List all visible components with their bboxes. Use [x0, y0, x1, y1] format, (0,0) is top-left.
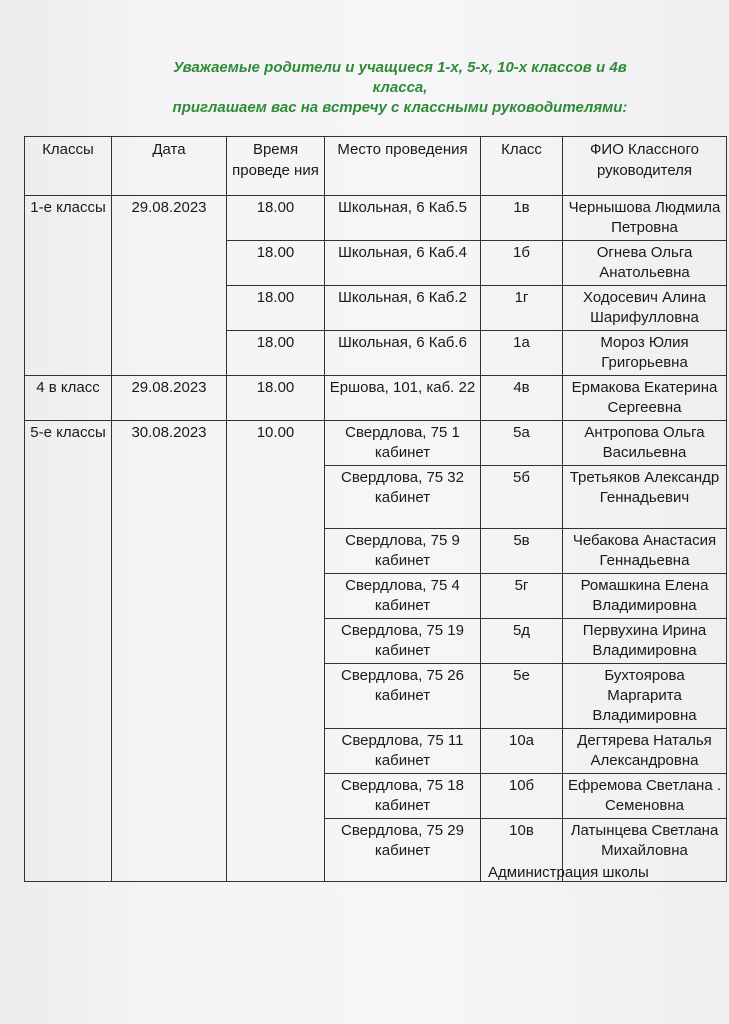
teacher-cell: Ходосевич Алина Шарифулловна: [563, 286, 727, 331]
class-cell: 10в: [481, 819, 563, 882]
place-cell: Свердлова, 75 1 кабинет: [325, 421, 481, 466]
meeting-schedule-table: [24, 136, 727, 882]
teacher-cell: Ромашкина Елена Владимировна: [563, 574, 727, 619]
heading-line-1: Уважаемые родители и учащиеся 1-х, 5-х, 10-х классов и 4в: [173, 59, 627, 76]
class-cell: 10б: [481, 774, 563, 819]
time-cell: 18.00: [227, 376, 325, 421]
group-classes-cell: 4 в класс: [25, 376, 112, 421]
class-cell: 10а: [481, 729, 563, 774]
header-classes: Классы: [25, 137, 112, 196]
group-classes-cell: 5-е классы: [25, 421, 112, 882]
teacher-cell: Огнева Ольга Анатольевна: [563, 241, 727, 286]
place-cell: Школьная, 6 Каб.2: [325, 286, 481, 331]
invitation-heading: [100, 58, 700, 118]
place-cell: Свердлова, 75 4 кабинет: [325, 574, 481, 619]
time-cell: 10.00: [227, 421, 325, 882]
heading-line-3: приглашаем вас на встречу с классными руководителями:: [172, 99, 628, 116]
class-cell: 5а: [481, 421, 563, 466]
class-cell: 1г: [481, 286, 563, 331]
time-cell: 18.00: [227, 196, 325, 241]
place-cell: Школьная, 6 Каб.4: [325, 241, 481, 286]
teacher-cell: Чебакова Анастасия Геннадьевна: [563, 529, 727, 574]
class-cell: 5г: [481, 574, 563, 619]
teacher-cell: Антропова Ольга Васильевна: [563, 421, 727, 466]
time-cell: 18.00: [227, 331, 325, 376]
header-teacher: ФИО Классного руководителя: [563, 137, 727, 196]
teacher-cell: Чернышова Людмила Петровна: [563, 196, 727, 241]
teacher-cell: Латынцева Светлана Михайловна: [563, 819, 727, 882]
class-cell: 1а: [481, 331, 563, 376]
teacher-cell: Дегтярева Наталья Александровна: [563, 729, 727, 774]
header-place: Место проведения: [325, 137, 481, 196]
group-classes-cell: 1-е классы: [25, 196, 112, 376]
place-cell: Школьная, 6 Каб.6: [325, 331, 481, 376]
header-date: Дата: [112, 137, 227, 196]
place-cell: Школьная, 6 Каб.5: [325, 196, 481, 241]
place-cell: Ершова, 101, каб. 22: [325, 376, 481, 421]
group-date-cell: 30.08.2023: [112, 421, 227, 882]
time-cell: 18.00: [227, 241, 325, 286]
teacher-cell: Ефремова Светлана . Семеновна: [563, 774, 727, 819]
place-cell: Свердлова, 75 32 кабинет: [325, 466, 481, 529]
class-cell: 5в: [481, 529, 563, 574]
heading-line-2: класса,: [372, 79, 428, 96]
teacher-cell: Мороз Юлия Григорьевна: [563, 331, 727, 376]
place-cell: Свердлова, 75 11 кабинет: [325, 729, 481, 774]
teacher-cell: Ермакова Екатерина Сергеевна: [563, 376, 727, 421]
header-class: Класс: [481, 137, 563, 196]
teacher-cell: Первухина Ирина Владимировна: [563, 619, 727, 664]
class-cell: 5б: [481, 466, 563, 529]
place-cell: Свердлова, 75 19 кабинет: [325, 619, 481, 664]
table-row: [25, 376, 727, 421]
class-cell: 5е: [481, 664, 563, 729]
header-time: Время проведе ния: [227, 137, 325, 196]
class-cell: 1б: [481, 241, 563, 286]
place-cell: Свердлова, 75 18 кабинет: [325, 774, 481, 819]
table-row: [25, 421, 727, 466]
class-cell: 1в: [481, 196, 563, 241]
table-header-row: [25, 137, 727, 196]
signature-administration: Администрация школы: [488, 864, 649, 881]
group-date-cell: 29.08.2023: [112, 196, 227, 376]
table-row: [25, 196, 727, 241]
class-cell: 5д: [481, 619, 563, 664]
place-cell: Свердлова, 75 29 кабинет: [325, 819, 481, 882]
place-cell: Свердлова, 75 9 кабинет: [325, 529, 481, 574]
teacher-cell: Бухтоярова Маргарита Владимировна: [563, 664, 727, 729]
time-cell: 18.00: [227, 286, 325, 331]
place-cell: Свердлова, 75 26 кабинет: [325, 664, 481, 729]
group-date-cell: 29.08.2023: [112, 376, 227, 421]
class-cell: 4в: [481, 376, 563, 421]
teacher-cell: Третьяков Александр Геннадьевич: [563, 466, 727, 529]
